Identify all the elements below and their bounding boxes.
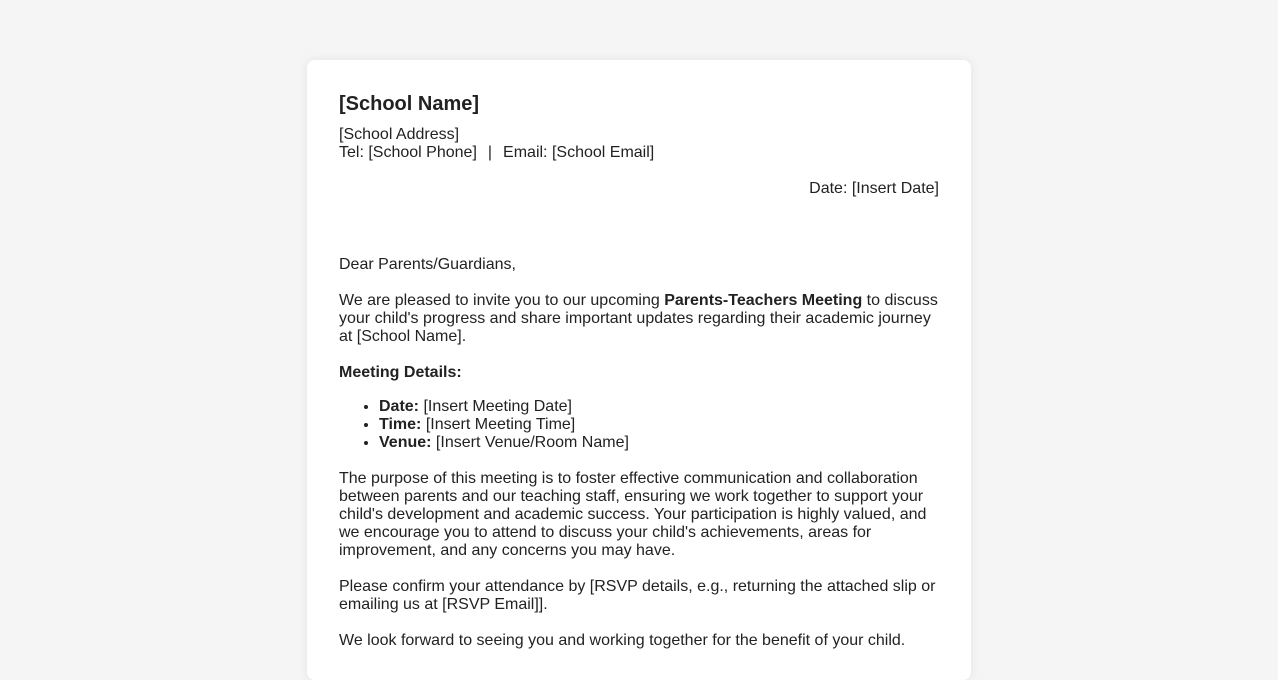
detail-item-time bbox=[379, 416, 939, 434]
date-value: [Insert Date] bbox=[851, 180, 939, 197]
detail-label: Venue: bbox=[379, 434, 432, 451]
email-value: [School Email] bbox=[551, 144, 655, 161]
school-name: [School Name] bbox=[339, 93, 480, 115]
tel-label: Tel: bbox=[339, 144, 364, 161]
letter-date bbox=[339, 180, 939, 198]
closing-paragraph: We look forward to seeing you and working together for the benefit of your child. bbox=[339, 632, 906, 649]
intro-text-end: to discuss your child's progress and share important updates regarding their academic journey at [School Name]. bbox=[339, 292, 938, 345]
letter-card bbox=[307, 60, 971, 680]
intro-text-start: We are pleased to invite you to our upcoming bbox=[339, 292, 665, 309]
detail-label: Date: bbox=[379, 398, 420, 415]
detail-item-date bbox=[379, 398, 939, 416]
contact-line bbox=[339, 144, 939, 162]
contact-separator: | bbox=[487, 144, 493, 161]
rsvp-paragraph: Please confirm your attendance by [RSVP details, e.g., returning the attached slip or emailing us at [RSVP Email]]. bbox=[339, 578, 936, 613]
details-heading: Meeting Details: bbox=[339, 364, 462, 381]
meeting-name: Parents-Teachers Meeting bbox=[664, 292, 863, 309]
detail-value: [Insert Meeting Date] bbox=[423, 398, 572, 415]
detail-value: [Insert Venue/Room Name] bbox=[435, 434, 629, 451]
date-label: Date: bbox=[809, 180, 848, 197]
tel-value: [School Phone] bbox=[368, 144, 477, 161]
meeting-details-list bbox=[339, 398, 939, 452]
salutation: Dear Parents/Guardians, bbox=[339, 256, 516, 273]
detail-value: [Insert Meeting Time] bbox=[425, 416, 576, 433]
detail-item-venue bbox=[379, 434, 939, 452]
intro-paragraph bbox=[339, 292, 939, 346]
purpose-paragraph: The purpose of this meeting is to foster effective communication and collaboration between parents and our teaching staff, ensuring we work together to support your child's development and academic success. Your participation is highly valued, and we encourage you to attend to discuss your child's achievements, areas for improvement, and any concerns you may have. bbox=[339, 470, 927, 559]
school-address: [School Address] bbox=[339, 126, 460, 143]
detail-label: Time: bbox=[379, 416, 422, 433]
email-label: Email: bbox=[503, 144, 548, 161]
